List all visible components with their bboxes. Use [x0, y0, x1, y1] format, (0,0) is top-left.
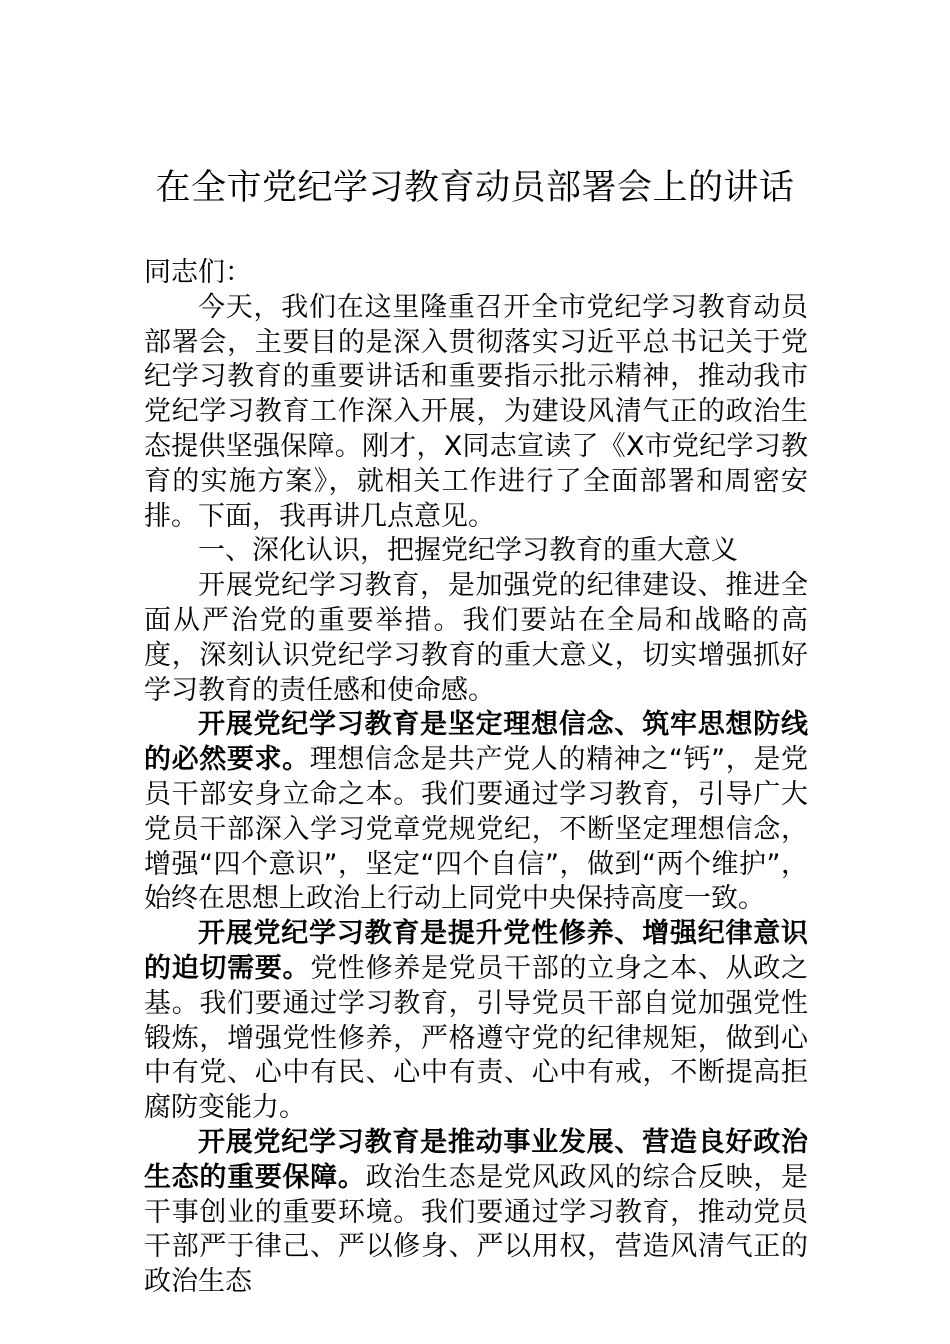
point-paragraph-2 — [144, 917, 808, 1126]
section-heading: 一、深化认识，把握党纪学习教育的重大意义 — [198, 535, 738, 567]
intro-paragraph: 今天，我们在这里隆重召开全市党纪学习教育动员部署会，主要目的是深入贯彻落实习近平总书记关于党纪学习教育的重要讲话和重要指示批示精神，推动我市党纪学习教育工作深入开展，为建设风清气正的政治生态提供坚强保障。刚才，X同志宣读了《X市党纪学习教育的实施方案》，就相关工作进行了全面部署和周密安排。下面，我再讲几点意见。 — [144, 291, 808, 532]
point-paragraph-1 — [144, 708, 808, 917]
section-lead-paragraph: 开展党纪学习教育，是加强党的纪律建设、推进全面从严治党的重要举措。我们要站在全局和战略的高度，深刻认识党纪学习教育的重大意义，切实增强抓好学习教育的责任感和使命感。 — [144, 570, 808, 706]
point-paragraph-3 — [144, 1126, 808, 1300]
point-heading-2: 开展党纪学习教育是提升党性修养、增强纪律意识的迫切需要。 — [144, 918, 808, 984]
point-text-1: 理想信念是共产党人的精神之“钙”，是党员干部安身立命之本。我们要通过学习教育，引导广大党员干部深入学习党章党规党纪，不断坚定理想信念，增强“四个意识”，坚定“四个自信”，做到“两个维护”，始终在思想上政治上行动上同党中央保持高度一致。 — [144, 744, 809, 915]
document-body — [144, 256, 808, 1300]
point-text-3: 政治生态是党风政风的综合反映，是干事创业的重要环境。我们要通过学习教育，推动党员干部严于律己、严以修身、严以用权，营造风清气正的政治生态 — [144, 1161, 809, 1298]
point-heading-1: 开展党纪学习教育是坚定理想信念、筑牢思想防线的必然要求。 — [144, 709, 808, 776]
point-text-2: 党性修养是党员干部的立身之本、从政之基。我们要通过学习教育，引导党员干部自觉加强党性锻炼，增强党性修养，严格遵守党的纪律规矩，做到心中有党、心中有民、心中有责、心中有戒，不断提高拒腐防变能力。 — [144, 952, 809, 1124]
document-title: 在全市党纪学习教育动员部署会上的讲话 — [155, 168, 795, 208]
point-heading-3: 开展党纪学习教育是推动事业发展、营造良好政治生态的重要保障。 — [144, 1126, 808, 1193]
salutation: 同志们： — [144, 257, 252, 288]
